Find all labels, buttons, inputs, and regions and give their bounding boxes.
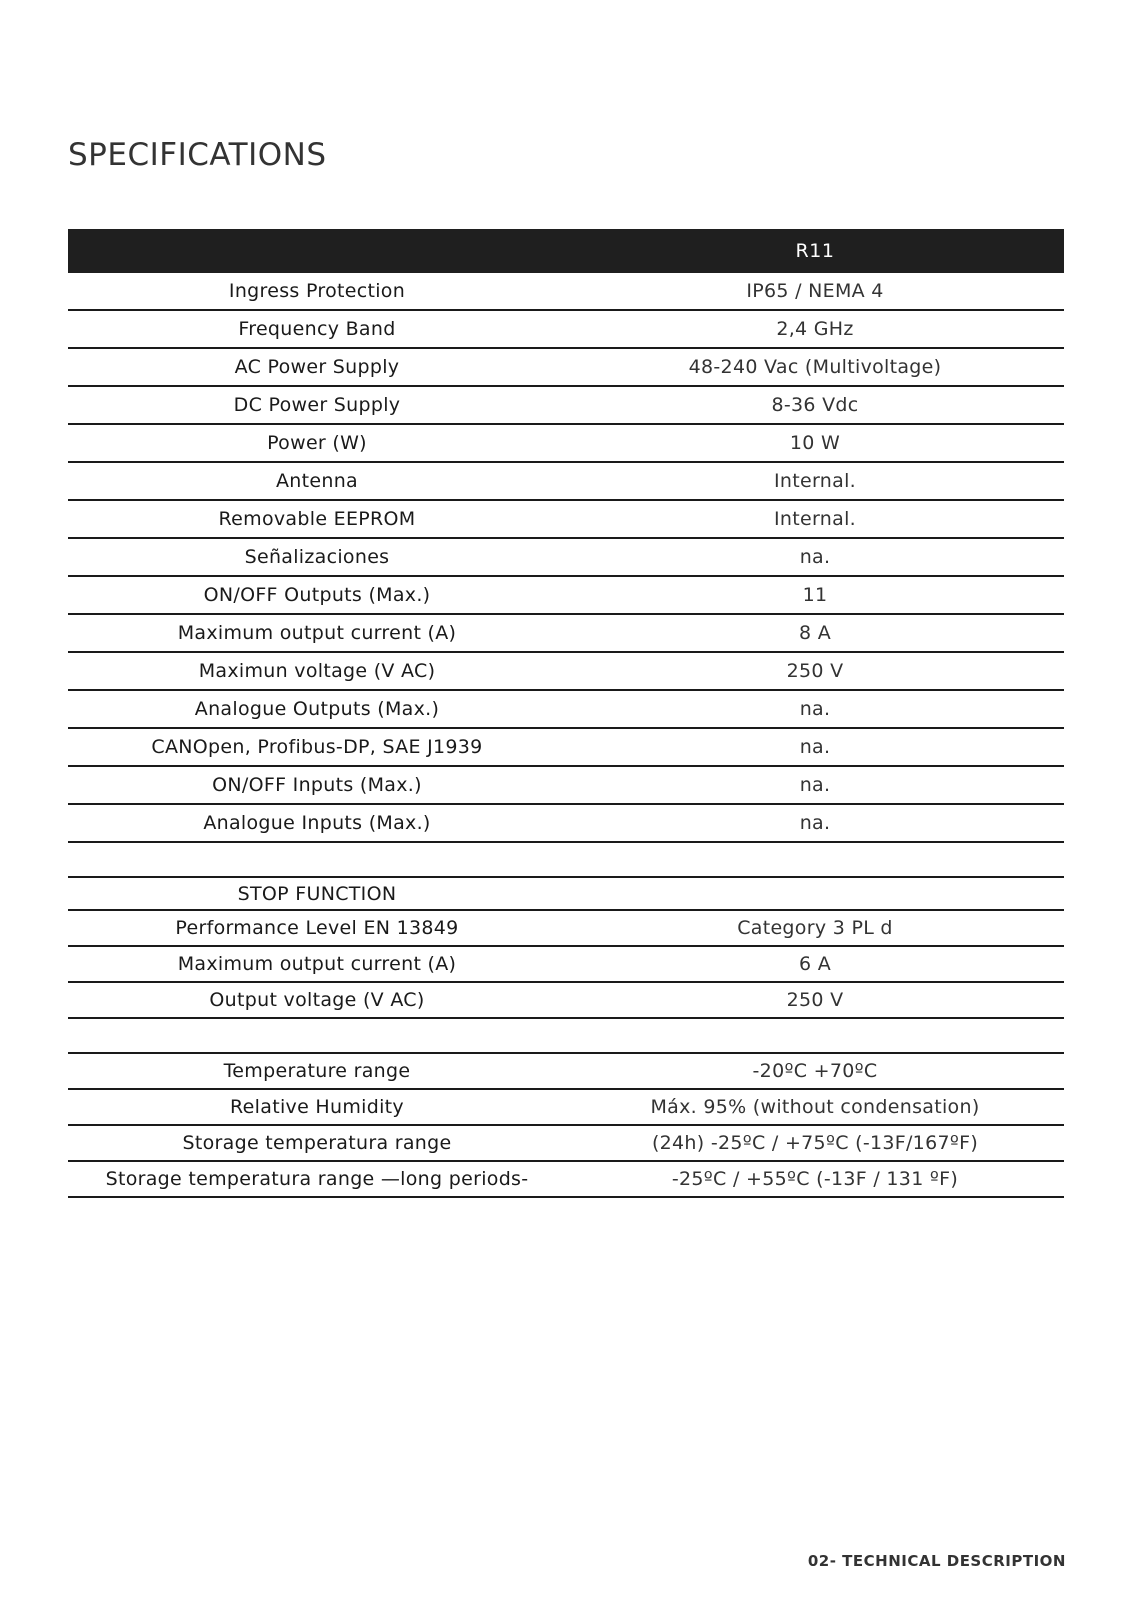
spec-label: ON/OFF Inputs (Max.) — [68, 766, 566, 804]
spec-value: 48-240 Vac (Multivoltage) — [566, 348, 1064, 386]
spec-label: Temperature range — [68, 1053, 566, 1089]
spec-value: 11 — [566, 576, 1064, 614]
table-header-row — [68, 229, 1064, 273]
spec-label: Señalizaciones — [68, 538, 566, 576]
spec-label: Ingress Protection — [68, 273, 566, 310]
spec-label: Storage temperatura range —long periods- — [68, 1161, 566, 1197]
specifications-table — [68, 229, 1064, 1198]
table-row — [68, 614, 1064, 652]
table-row — [68, 462, 1064, 500]
spec-label: Maximum output current (A) — [68, 946, 566, 982]
spec-label: Output voltage (V AC) — [68, 982, 566, 1018]
spacer-cell — [68, 842, 566, 877]
header-label-cell — [68, 229, 566, 273]
spec-value: na. — [566, 766, 1064, 804]
spec-value: na. — [566, 538, 1064, 576]
spacer-cell — [68, 1018, 566, 1053]
spec-label: Maximun voltage (V AC) — [68, 652, 566, 690]
spec-value: na. — [566, 690, 1064, 728]
table-row — [68, 576, 1064, 614]
spec-label: DC Power Supply — [68, 386, 566, 424]
spec-value: Category 3 PL d — [566, 910, 1064, 946]
section-heading-empty — [566, 877, 1064, 910]
spec-value: Máx. 95% (without condensation) — [566, 1089, 1064, 1125]
spec-value: 6 A — [566, 946, 1064, 982]
spec-value: IP65 / NEMA 4 — [566, 273, 1064, 310]
table-row — [68, 424, 1064, 462]
table-row — [68, 766, 1064, 804]
table-row — [68, 946, 1064, 982]
spec-label: Power (W) — [68, 424, 566, 462]
table-row — [68, 910, 1064, 946]
spec-label: AC Power Supply — [68, 348, 566, 386]
spec-label: CANOpen, Profibus-DP, SAE J1939 — [68, 728, 566, 766]
spec-label: Performance Level EN 13849 — [68, 910, 566, 946]
spec-label: Maximum output current (A) — [68, 614, 566, 652]
spacer-cell — [566, 1018, 1064, 1053]
table-row — [68, 273, 1064, 310]
table-row — [68, 500, 1064, 538]
spec-label: Antenna — [68, 462, 566, 500]
table-row — [68, 310, 1064, 348]
spec-label: Removable EEPROM — [68, 500, 566, 538]
table-row — [68, 538, 1064, 576]
spec-label: Storage temperatura range — [68, 1125, 566, 1161]
spec-value: 10 W — [566, 424, 1064, 462]
table-row — [68, 728, 1064, 766]
spec-value: (24h) -25ºC / +75ºC (-13F/167ºF) — [566, 1125, 1064, 1161]
spec-value: 8 A — [566, 614, 1064, 652]
table-spacer-row — [68, 842, 1064, 877]
section-heading: STOP FUNCTION — [68, 877, 566, 910]
header-model-cell: R11 — [566, 229, 1064, 273]
spec-value: 250 V — [566, 652, 1064, 690]
table-spacer-row — [68, 1018, 1064, 1053]
spec-value: 250 V — [566, 982, 1064, 1018]
spec-value: -20ºC +70ºC — [566, 1053, 1064, 1089]
table-row — [68, 386, 1064, 424]
spec-value: -25ºC / +55ºC (-13F / 131 ºF) — [566, 1161, 1064, 1197]
stop-function-section-row — [68, 877, 1064, 910]
table-row — [68, 348, 1064, 386]
spec-value: 8-36 Vdc — [566, 386, 1064, 424]
spec-value: Internal. — [566, 500, 1064, 538]
spec-label: Frequency Band — [68, 310, 566, 348]
spec-value: 2,4 GHz — [566, 310, 1064, 348]
spec-label: Analogue Outputs (Max.) — [68, 690, 566, 728]
page-title: SPECIFICATIONS — [68, 137, 327, 173]
table-row — [68, 1125, 1064, 1161]
table-row — [68, 1161, 1064, 1197]
spec-value: na. — [566, 728, 1064, 766]
spacer-cell — [566, 842, 1064, 877]
spec-label: Relative Humidity — [68, 1089, 566, 1125]
spec-label: ON/OFF Outputs (Max.) — [68, 576, 566, 614]
table-row — [68, 804, 1064, 842]
spec-value: Internal. — [566, 462, 1064, 500]
footer-section-label: 02- TECHNICAL DESCRIPTION — [807, 1552, 1066, 1570]
spec-value: na. — [566, 804, 1064, 842]
table-row — [68, 1053, 1064, 1089]
table-row — [68, 1089, 1064, 1125]
spec-label: Analogue Inputs (Max.) — [68, 804, 566, 842]
table-row — [68, 652, 1064, 690]
table-row — [68, 690, 1064, 728]
table-row — [68, 982, 1064, 1018]
